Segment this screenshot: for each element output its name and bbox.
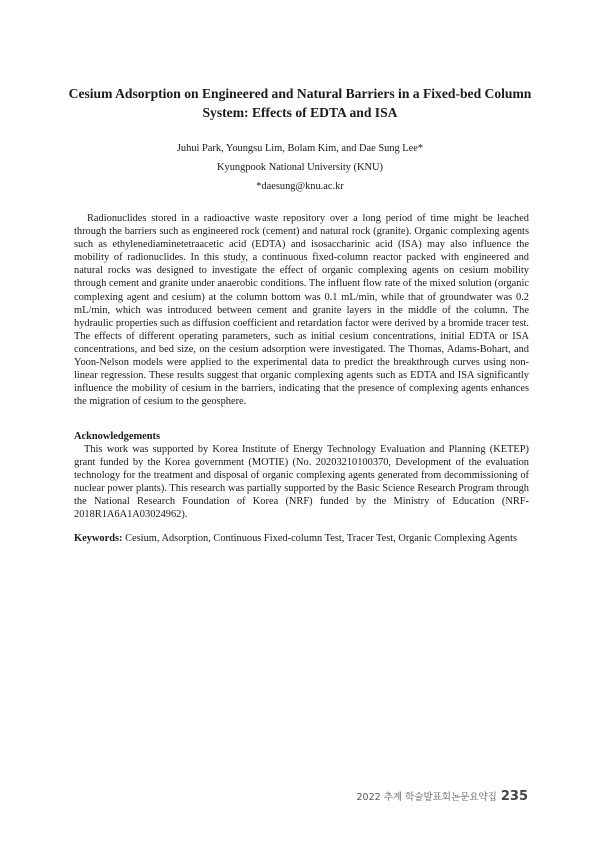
conference-name: 2022 추계 학술발표회논문요약집 bbox=[356, 792, 497, 803]
abstract-text: Radionuclides stored in a radioactive waste repository over a long period of time might be leached through the barriers such as engineered rock (cement) and natural rock (granite). Organic complexing agents such as ethylenediaminetetraacetic acid (EDTA) and isosaccharinic acid (ISA) may also influence the mobility of radionuclides. In this study, a continuous fixed-column reactor packed with engineered and natural rocks was designed to investigate the effect of organic complexing agents on cesium mobility through cement and granite under anaerobic conditions. The influent flow rate of the mixed solution (organic complexing agent and cesium) at the column bottom was 0.1 mL/min, while that of groundwater was 0.2 mL/min, which was introduced between cement and granite layers in the middle of the column. The hydraulic properties such as diffusion coefficient and retardation factor were derived by a bromide tracer test. The effects of different operating parameters, such as initial cesium concentrations, initial EDTA or ISA concentrations, and bed size, on the cesium adsorption were investigated. The Thomas, Adams-Bohart, and Yoon-Nelson models were applied to the experimental data to predict the breakthrough curves using non-linear regression. These results suggest that organic complexing agents such as EDTA and ISA significantly influence the mobility of cesium in the barriers, indicating that the presence of complexing agents enhances the migration of cesium to the geosphere. bbox=[74, 213, 529, 408]
page-footer bbox=[357, 789, 528, 804]
abstract-paragraph bbox=[74, 212, 529, 408]
acknowledgements-paragraph bbox=[74, 443, 529, 522]
keywords-paragraph bbox=[74, 532, 529, 545]
acknowledgements-heading: Acknowledgements bbox=[74, 431, 161, 442]
page-number: 235 bbox=[500, 789, 528, 804]
author-list: Juhui Park, Youngsu Lim, Bolam Kim, and Dae Sung Lee* bbox=[176, 143, 424, 154]
corresponding-email: *daesung@knu.ac.kr bbox=[256, 181, 344, 192]
paper-title: Cesium Adsorption on Engineered and Natural Barriers in a Fixed-bed Column System: Effects of EDTA and ISA bbox=[68, 86, 532, 120]
keywords-text: Cesium, Adsorption, Continuous Fixed-column Test, Tracer Test, Organic Complexing Agents bbox=[125, 533, 518, 544]
acknowledgements-text: This work was supported by Korea Institute of Energy Technology Evaluation and Planning (KETEP) grant funded by the Korea government (MOTIE) (No. 20203210100370, Development of the evaluation technology for the treatment and disposal of organic complexing agents generated from decommissioning of nuclear power plants). This research was partially supported by the Basic Science Research Program through the National Research Foundation of Korea (NRF) funded by the Ministry of Education (NRF-2018R1A6A1A03024962). bbox=[74, 444, 529, 521]
keywords-label: Keywords: bbox=[74, 533, 123, 544]
affiliation: Kyungpook National University (KNU) bbox=[217, 162, 383, 173]
